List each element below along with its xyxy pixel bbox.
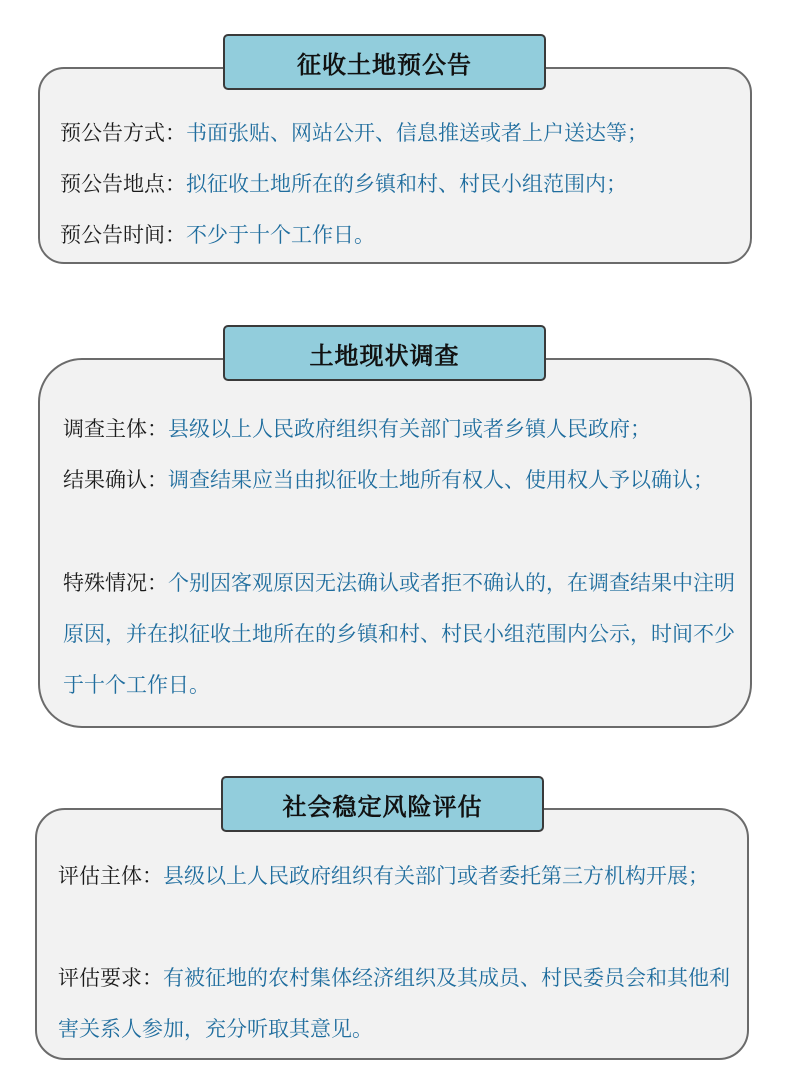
item-announcement-time [60,210,740,261]
item-label: 调查主体： [63,417,168,441]
section-title-risk-assessment: 社会稳定风险评估 [221,776,544,832]
item-label: 评估要求： [58,966,163,990]
item-value: 书面张贴、网站公开、信息推送或者上户送达等； [186,121,648,145]
item-assessment-subject [58,851,738,902]
item-label: 评估主体： [58,864,163,888]
item-label: 特殊情况： [63,571,168,595]
item-survey-special-case [63,558,743,711]
item-value: 个别因客观原因无法确认或者拒不确认的，在调查结果中注明原因，并在拟征收土地所在的乡镇和村、村民小组范围内公示，时间不少于十个工作日。 [63,571,735,697]
item-value: 县级以上人民政府组织有关部门或者乡镇人民政府； [168,417,651,441]
item-value: 调查结果应当由拟征收土地所有权人、使用权人予以确认； [168,468,714,492]
item-label: 预公告时间： [60,223,186,247]
item-value: 拟征收土地所在的乡镇和村、村民小组范围内； [186,172,627,196]
item-announcement-location [60,159,740,210]
section-title-land-survey: 土地现状调查 [223,325,546,381]
item-survey-subject [63,404,743,455]
item-label: 结果确认： [63,468,168,492]
item-label: 预公告地点： [60,172,186,196]
item-survey-confirmation [63,455,743,506]
section-title-pre-announcement: 征收土地预公告 [223,34,546,90]
item-value: 不少于十个工作日。 [186,223,375,247]
item-value: 县级以上人民政府组织有关部门或者委托第三方机构开展； [163,864,709,888]
item-label: 预公告方式： [60,121,186,145]
item-announcement-method [60,108,740,159]
item-value: 有被征地的农村集体经济组织及其成员、村民委员会和其他利害关系人参加，充分听取其意见。 [58,966,730,1041]
item-assessment-requirement [58,953,738,1055]
